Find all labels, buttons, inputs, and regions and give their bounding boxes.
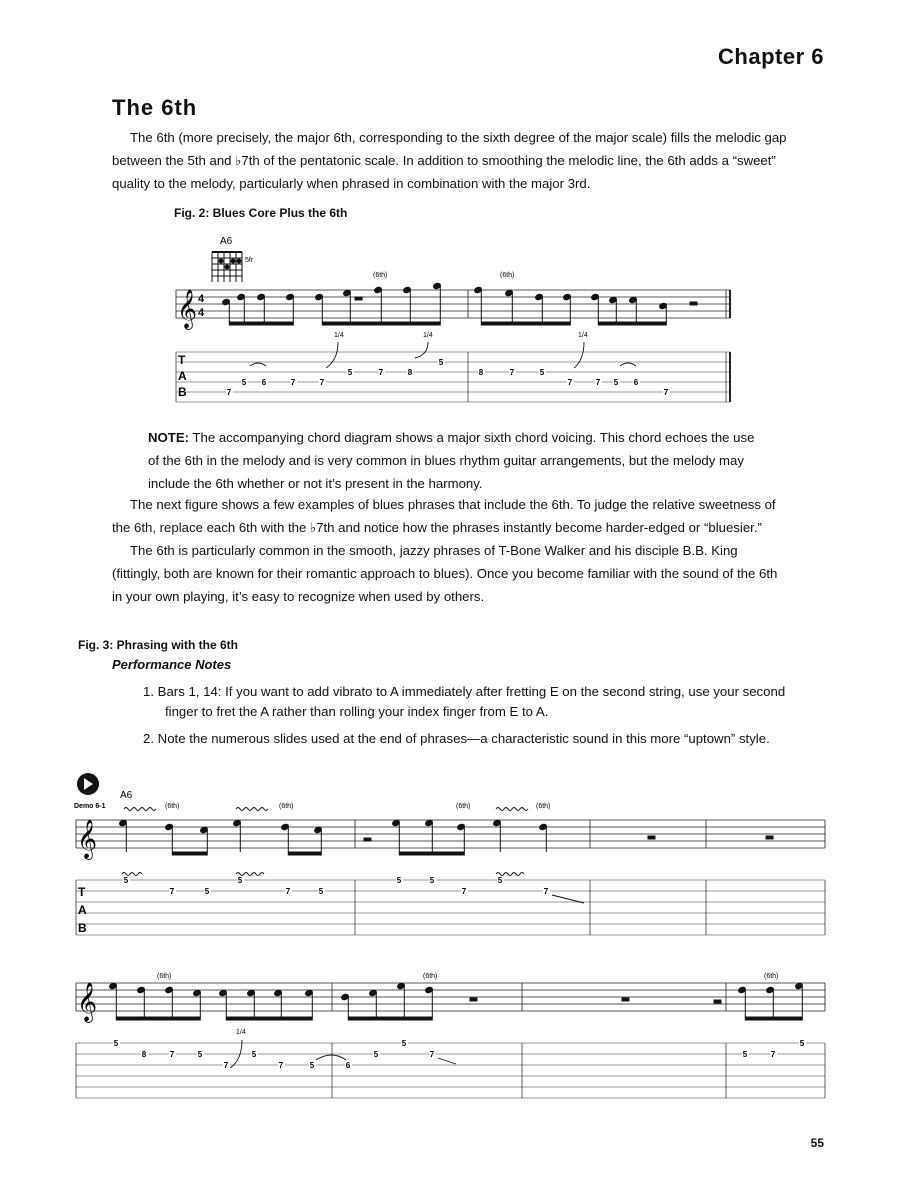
tab-number: 5	[251, 1050, 257, 1059]
tab-number: 7	[169, 887, 175, 896]
tab-number: 7	[278, 1061, 284, 1070]
rest-mark	[355, 297, 362, 300]
tab-label-t: T	[78, 885, 86, 899]
fig3-notation	[70, 770, 830, 1110]
tab-number: 6	[633, 378, 639, 387]
bend-label: (6th)	[373, 272, 388, 279]
tab-number: 5	[241, 378, 247, 387]
tab-number: 7	[285, 887, 291, 896]
tab-number: 5	[438, 358, 444, 367]
tab-number: 8	[141, 1050, 147, 1059]
page-number: 55	[810, 1136, 824, 1150]
tab-number: 5	[742, 1050, 748, 1059]
tab-number: 5	[309, 1061, 315, 1070]
fig2-notation	[170, 228, 740, 408]
performance-note-item: 1. Bars 1, 14: If you want to add vibrato to A immediately after fretting E on the second string, use your second finger to fret the A rather than rolling your index finger from E to A.	[143, 684, 786, 719]
tab-label-t: T	[178, 353, 186, 367]
note-text: The accompanying chord diagram shows a major sixth chord voicing. This chord echoes the use of the 6th in the melody and is very common in blues rhythm guitar arrangements, but the melody may include the 6th whether or not it’s present in the harmony.	[148, 430, 755, 491]
tab-number: 8	[478, 368, 484, 377]
fig3-tab-numbers-row1	[123, 876, 550, 896]
rest-mark	[690, 302, 697, 305]
tab-number: 6	[345, 1061, 351, 1070]
fig2-staff	[176, 290, 730, 318]
tab-vibrato-marks	[122, 873, 524, 876]
note-beam	[229, 322, 293, 325]
tab-number: 5	[539, 368, 545, 377]
note-label: NOTE:	[148, 430, 190, 445]
bend-label: (6th)	[764, 973, 779, 980]
time-sig-bottom: 4	[198, 307, 205, 319]
tab-number: 5	[237, 876, 243, 885]
tab-number: 8	[407, 368, 413, 377]
bend-amount: 1/4	[236, 1029, 246, 1036]
bend-label: (6th)	[536, 803, 551, 810]
bend-label: (6th)	[279, 803, 294, 810]
note-beam	[116, 1017, 200, 1020]
paragraph-intro: The 6th (more precisely, the major 6th, corresponding to the sixth degree of the major scale) fills the melodic gap between the 5th and ♭7th of the pentatonic scale. In addition to smoothing the melodic line, the 6th adds a “sweet” quality to the melody, particularly when phrased in combination with the major 3rd.	[112, 130, 787, 191]
paragraph-t-bone: The 6th is particularly common in the smooth, jazzy phrases of T-Bone Walker and his disciple B.B. King (fittingly, both are known for their romantic approach to blues). Once you become familiar with the sound of the 6th in your own playing, it’s easy to recognize when used by others.	[112, 543, 778, 604]
chord-fret-label: 5fr	[245, 257, 254, 264]
tab-label-a: A	[178, 369, 187, 383]
chord-diagram	[212, 252, 242, 282]
bend-label: (6th)	[500, 272, 515, 279]
fig2-tab-numbers	[226, 358, 670, 397]
fig3-caption: Fig. 3: Phrasing with the 6th	[78, 638, 239, 652]
fig3-chord-name: A6	[120, 790, 133, 801]
note-beam	[598, 322, 666, 325]
rest-mark	[714, 1000, 721, 1003]
tab-number: 7	[223, 1061, 229, 1070]
note-beam	[226, 1017, 312, 1020]
tab-number: 5	[123, 876, 129, 885]
paragraph-next-figure: The next figure shows a few examples of blues phrases that include the 6th. To judge the relative sweetness of the 6th, replace each 6th with the ♭7th and notice how the phrases instantly become harder-edged or “bluesier.”	[112, 497, 776, 535]
tab-number: 5	[396, 876, 402, 885]
tab-number: 5	[613, 378, 619, 387]
fig3-tab-row1	[76, 880, 825, 935]
fig2-chord-name: A6	[220, 236, 233, 247]
note-beam	[399, 852, 464, 855]
tab-number: 7	[595, 378, 601, 387]
fig3-notes-row2	[109, 982, 804, 1020]
note-beam	[172, 852, 207, 855]
note-beam	[481, 322, 570, 325]
performance-note-item: 2. Note the numerous slides used at the end of phrases—a characteristic sound in this more “uptown” style.	[143, 731, 770, 746]
tab-number: 7	[567, 378, 573, 387]
fig3-tab-row2	[76, 1043, 825, 1098]
tab-number: 5	[347, 368, 353, 377]
bend-label: (6th)	[157, 973, 172, 980]
fig2-caption: Fig. 2: Blues Core Plus the 6th	[174, 206, 348, 220]
tab-number: 7	[770, 1050, 776, 1059]
tab-number: 5	[318, 887, 324, 896]
note-beam	[288, 852, 321, 855]
bend-amount: 1/4	[578, 332, 588, 339]
tab-number: 6	[261, 378, 267, 387]
performance-notes-title: Performance Notes	[112, 657, 232, 672]
rest-mark	[766, 836, 773, 839]
tab-number: 7	[663, 388, 669, 397]
tab-number: 5	[373, 1050, 379, 1059]
demo-label: Demo 6-1	[74, 803, 106, 810]
tab-number: 7	[169, 1050, 175, 1059]
fig3-staff-row1	[76, 820, 825, 848]
rest-mark	[648, 836, 655, 839]
tab-number: 7	[543, 887, 549, 896]
rest-mark	[470, 998, 477, 1001]
tab-number: 7	[290, 378, 296, 387]
tab-number: 5	[429, 876, 435, 885]
fig2-tab-staff	[176, 352, 730, 402]
treble-clef-icon: 𝄞	[77, 983, 98, 1021]
chapter-heading: Chapter 6	[718, 44, 824, 69]
tab-label-b: B	[178, 385, 187, 399]
tab-number: 7	[378, 368, 384, 377]
treble-clef-icon: 𝄞	[177, 290, 198, 328]
tab-number: 5	[799, 1039, 805, 1048]
bend-label: (6th)	[423, 973, 438, 980]
note-beam	[322, 322, 440, 325]
rest-mark	[364, 838, 371, 841]
tab-number: 5	[113, 1039, 119, 1048]
tab-number: 7	[319, 378, 325, 387]
tab-number: 5	[497, 876, 503, 885]
treble-clef-icon: 𝄞	[77, 820, 98, 858]
tab-number: 7	[461, 887, 467, 896]
fig3-staff-row2	[76, 983, 825, 1011]
tab-number: 7	[509, 368, 515, 377]
tab-number: 5	[197, 1050, 203, 1059]
time-sig-top: 4	[198, 293, 205, 305]
bend-label: (6th)	[165, 803, 180, 810]
tab-number: 7	[226, 388, 232, 397]
section-title: The 6th	[112, 95, 198, 120]
rest-mark	[622, 998, 629, 1001]
note-beam	[348, 1017, 432, 1020]
note-beam	[745, 1017, 802, 1020]
bend-amount: 1/4	[334, 332, 344, 339]
tab-number: 5	[204, 887, 210, 896]
fig3-notes-row1	[119, 819, 773, 855]
note-block	[148, 426, 758, 495]
tab-number: 7	[429, 1050, 435, 1059]
tab-label-b: B	[78, 921, 87, 935]
tab-label-a: A	[78, 903, 87, 917]
bend-amount: 1/4	[423, 332, 433, 339]
tab-number: 5	[401, 1039, 407, 1048]
bend-label: (6th)	[456, 803, 471, 810]
